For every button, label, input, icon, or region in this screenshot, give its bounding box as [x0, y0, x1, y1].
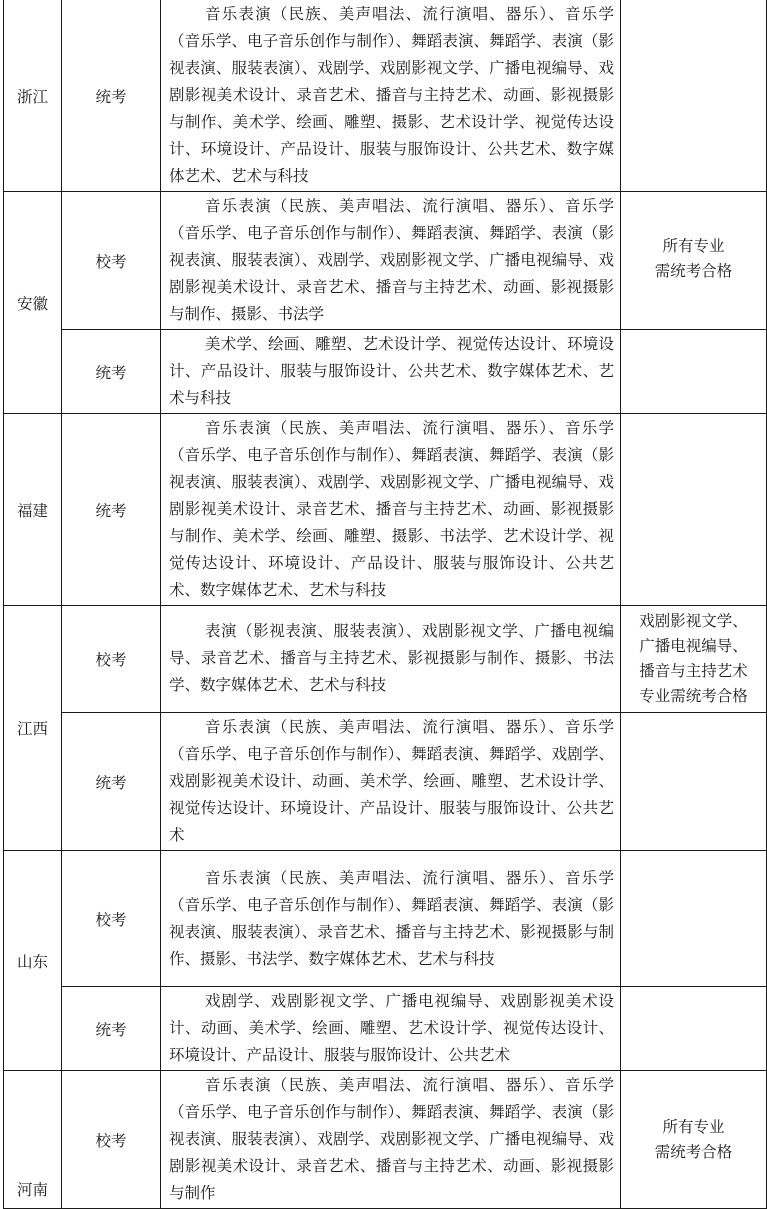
province-cell: 安徽 — [4, 192, 62, 414]
note-cell — [621, 0, 767, 192]
exam-type-cell: 统考 — [62, 0, 161, 192]
majors-cell: 戏剧学、戏剧影视文学、广播电视编导、戏剧影视美术设计、动画、美术学、绘画、雕塑、艺术设计学、视觉传达设计、环境设计、产品设计、服装与服饰设计、公共艺术 — [161, 987, 621, 1071]
majors-cell: 音乐表演（民族、美声唱法、流行演唱、器乐）、音乐学（音乐学、电子音乐创作与制作）、舞蹈表演、舞蹈学、表演（影视表演、服装表演）、戏剧学、戏剧影视文学、广播电视编导、戏剧影视美术设计、录音艺术、播音与主持艺术、动画、影视摄影与制作 — [161, 1071, 621, 1209]
province-cell: 浙江 — [4, 0, 62, 192]
note-cell — [621, 851, 767, 987]
table-row — [4, 606, 767, 713]
note-cell: 所有专业 需统考合格 — [621, 1071, 767, 1209]
province-cell: 河南 — [4, 1071, 62, 1209]
table-row — [4, 414, 767, 606]
note-cell — [621, 713, 767, 851]
exam-type-cell: 统考 — [62, 330, 161, 414]
table-row — [4, 713, 767, 851]
majors-cell: 表演（影视表演、服装表演）、戏剧影视文学、广播电视编导、录音艺术、播音与主持艺术、影视摄影与制作、摄影、书法学、数字媒体艺术、艺术与科技 — [161, 606, 621, 713]
exam-type-cell: 校考 — [62, 851, 161, 987]
majors-cell: 美术学、绘画、雕塑、艺术设计学、视觉传达设计、环境设计、产品设计、服装与服饰设计、公共艺术、数字媒体艺术、艺术与科技 — [161, 330, 621, 414]
exam-type-cell: 校考 — [62, 192, 161, 330]
majors-cell: 音乐表演（民族、美声唱法、流行演唱、器乐）、音乐学（音乐学、电子音乐创作与制作）、舞蹈表演、舞蹈学、表演（影视表演、服装表演）、戏剧学、戏剧影视文学、广播电视编导、戏剧影视美术设计、录音艺术、播音与主持艺术、动画、影视摄影与制作、摄影、书法学 — [161, 192, 621, 330]
table-row — [4, 851, 767, 987]
majors-cell: 音乐表演（民族、美声唱法、流行演唱、器乐）、音乐学（音乐学、电子音乐创作与制作）、舞蹈表演、舞蹈学、表演（影视表演、服装表演）、戏剧学、戏剧影视文学、广播电视编导、戏剧影视美术设计、录音艺术、播音与主持艺术、动画、影视摄影与制作、美术学、绘画、雕塑、摄影、艺术设计学、视觉传达设计、环境设计、产品设计、服装与服饰设计、公共艺术、数字媒体艺术、艺术与科技 — [161, 0, 621, 192]
exam-type-cell: 统考 — [62, 414, 161, 606]
admissions-table — [3, 0, 767, 1209]
table-row — [4, 330, 767, 414]
exam-type-cell: 校考 — [62, 1071, 161, 1209]
note-cell — [621, 330, 767, 414]
note-cell: 所有专业 需统考合格 — [621, 192, 767, 330]
table-row — [4, 1071, 767, 1209]
note-cell: 戏剧影视文学、 广播电视编导、 播音与主持艺术 专业需统考合格 — [621, 606, 767, 713]
table-row — [4, 987, 767, 1071]
table-row — [4, 0, 767, 192]
majors-cell: 音乐表演（民族、美声唱法、流行演唱、器乐）、音乐学（音乐学、电子音乐创作与制作）、舞蹈表演、舞蹈学、戏剧学、戏剧影视美术设计、动画、美术学、绘画、雕塑、艺术设计学、视觉传达设计、环境设计、产品设计、服装与服饰设计、公共艺术 — [161, 713, 621, 851]
exam-type-cell: 统考 — [62, 713, 161, 851]
table-row — [4, 192, 767, 330]
note-cell — [621, 987, 767, 1071]
majors-cell: 音乐表演（民族、美声唱法、流行演唱、器乐）、音乐学（音乐学、电子音乐创作与制作）、舞蹈表演、舞蹈学、表演（影视表演、服装表演）、录音艺术、播音与主持艺术、影视摄影与制作、摄影、书法学、数字媒体艺术、艺术与科技 — [161, 851, 621, 987]
province-cell: 福建 — [4, 414, 62, 606]
province-cell: 山东 — [4, 851, 62, 1071]
exam-type-cell: 校考 — [62, 606, 161, 713]
exam-type-cell: 统考 — [62, 987, 161, 1071]
majors-cell: 音乐表演（民族、美声唱法、流行演唱、器乐）、音乐学（音乐学、电子音乐创作与制作）、舞蹈表演、舞蹈学、表演（影视表演、服装表演）、戏剧学、戏剧影视文学、广播电视编导、戏剧影视美术设计、录音艺术、播音与主持艺术、动画、影视摄影与制作、美术学、绘画、雕塑、摄影、书法学、艺术设计学、视觉传达设计、环境设计、产品设计、服装与服饰设计、公共艺术、数字媒体艺术、艺术与科技 — [161, 414, 621, 606]
note-cell — [621, 414, 767, 606]
province-cell: 江西 — [4, 606, 62, 851]
